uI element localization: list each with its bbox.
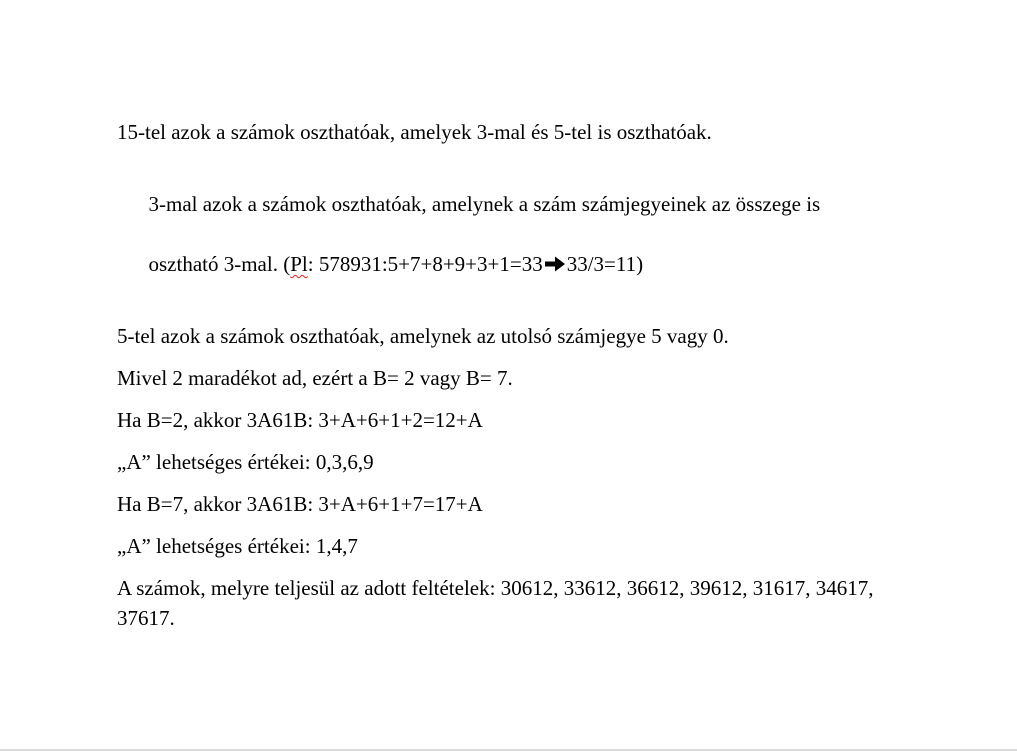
paragraph-result-numbers: A számok, melyre teljesül az adott feltételek: 30612, 33612, 36612, 39612, 31617, 34617, 37617. [117, 576, 879, 630]
paragraph-divisibility-5: 5-tel azok a számok oszthatóak, amelynek az utolsó számjegye 5 vagy 0. [117, 324, 729, 348]
right-arrow-icon [544, 255, 566, 273]
page-bottom-border [0, 749, 1017, 751]
paragraph-divisibility-3-result: 33/3=11) [566, 252, 644, 276]
paragraph-divisibility-3-line2-start: osztható 3-mal. ( [148, 252, 291, 276]
paragraph-divisibility-3-example: : 578931:5+7+8+9+3+1=33 [307, 252, 543, 276]
paragraph-divisibility-3 [117, 159, 907, 309]
paragraph-values-b7: „A” lehetséges értékei: 1,4,7 [117, 534, 358, 558]
paragraph-case-b7: Ha B=7, akkor 3A61B: 3+A+6+1+7=17+A [117, 492, 483, 516]
paragraph-remainder: Mivel 2 maradékot ad, ezért a B= 2 vagy B= 7. [117, 366, 513, 390]
paragraph-case-b2: Ha B=2, akkor 3A61B: 3+A+6+1+2=12+A [117, 408, 483, 432]
paragraph-divisibility-15: 15-tel azok a számok oszthatóak, amelyek 3-mal és 5-tel is oszthatóak. [117, 120, 712, 144]
paragraph-values-b2: „A” lehetséges értékei: 0,3,6,9 [117, 450, 374, 474]
spellcheck-flagged-word[interactable]: Pl [290, 252, 308, 276]
paragraph-divisibility-3-line1: 3-mal azok a számok oszthatóak, amelynek a szám számjegyeinek az összege is [148, 192, 821, 216]
document-body [117, 117, 907, 645]
